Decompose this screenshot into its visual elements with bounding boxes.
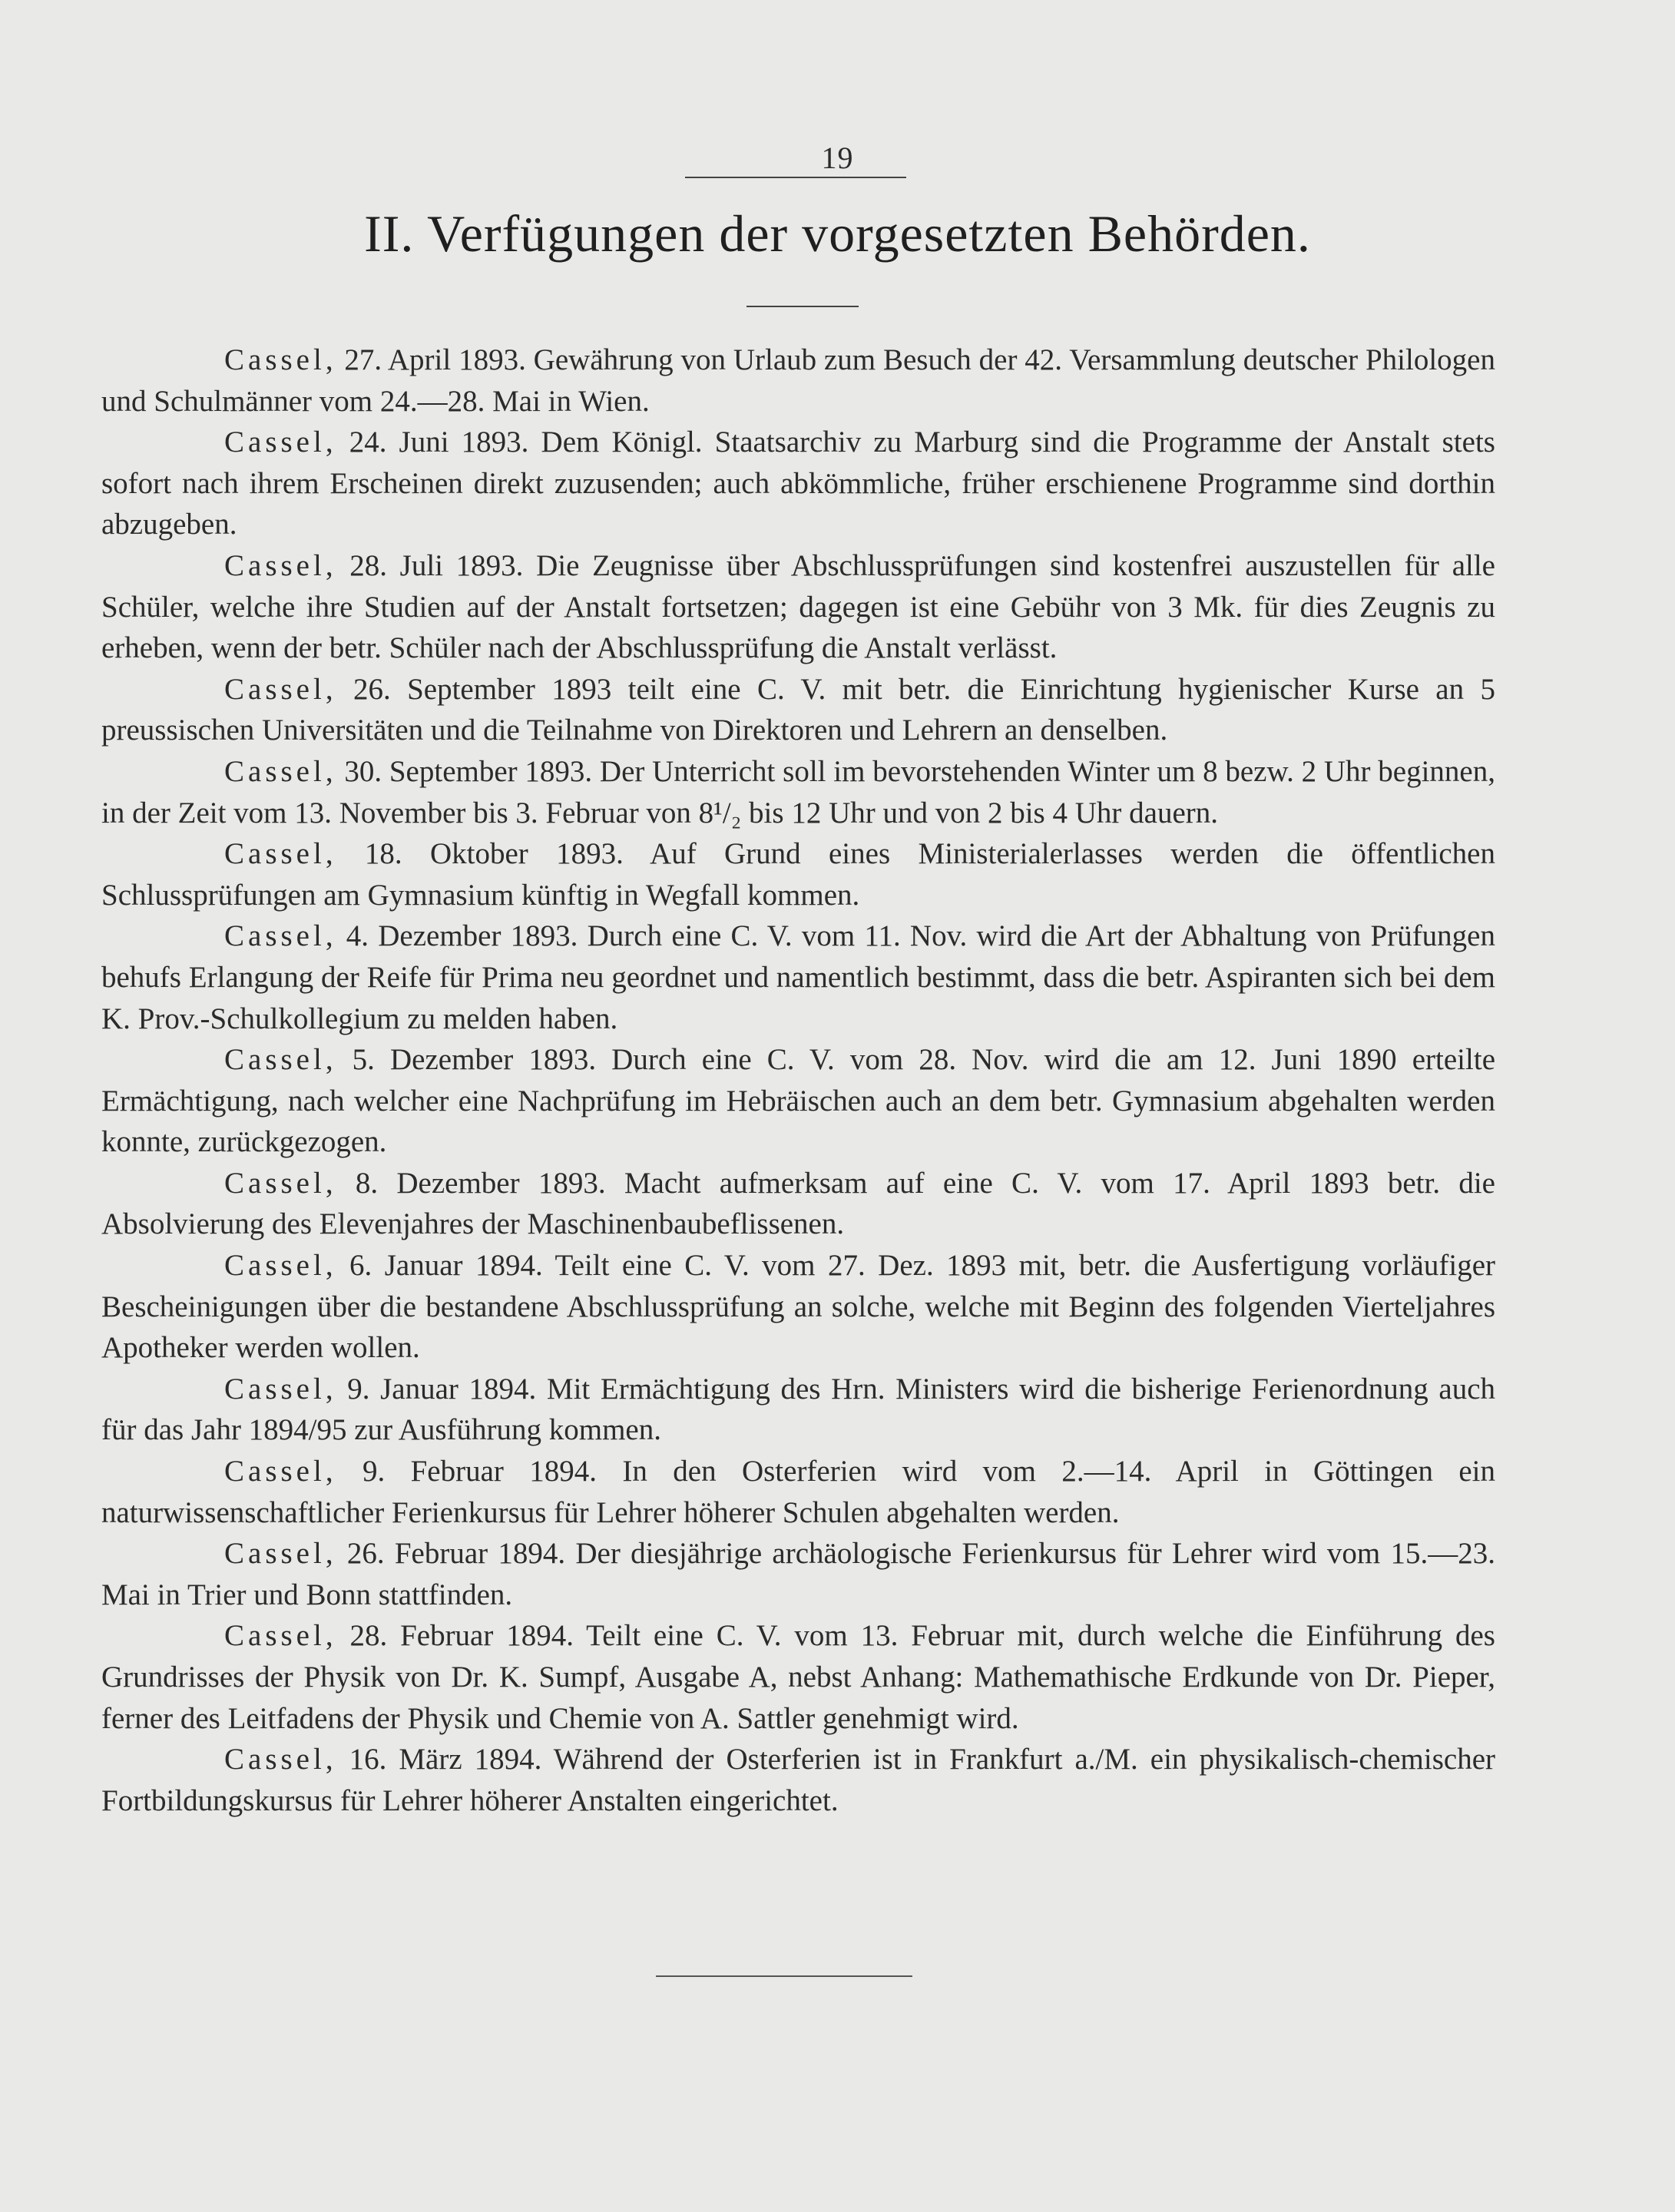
decree-place: Cassel, [224,1743,337,1777]
decree-place: Cassel, [224,1043,337,1077]
decree-place: Cassel, [224,426,337,459]
decree-text: 26. Februar 1894. Der diesjährige archäologische Ferienkursus für Lehrer wird vom 15.—23. Mai in Trier und Bonn stattfinden. [101,1537,1495,1611]
decree-entry [101,339,1495,422]
decree-place: Cassel, [224,1249,337,1283]
decree-place: Cassel, [224,548,337,582]
decree-text: 9. Januar 1894. Mit Ermächtigung des Hrn. Ministers wird die bisherige Ferienordnung auch für das Jahr 1894/95 zur Ausführung kommen. [101,1372,1495,1447]
decree-place: Cassel, [224,1166,337,1200]
decree-entry [101,1451,1495,1533]
decree-entry [101,751,1495,833]
decree-text: 5. Dezember 1893. Durch eine C. V. vom 28. Nov. wird die am 12. Juni 1890 erteilte Ermächtigung, nach welcher eine Nachprüfung im Hebräischen auch an dem betr. Gymnasium abgehalten werden konnte, zurückgezogen. [101,1043,1495,1159]
decree-place: Cassel, [224,1372,337,1406]
decree-entry [101,833,1495,916]
header-rule [685,177,906,178]
decree-entry [101,1615,1495,1739]
decree-entry [101,1369,1495,1451]
decree-entry [101,916,1495,1039]
decree-text: 30. September 1893. Der Unterricht soll im bevorstehenden Winter um 8 bezw. 2 Uhr beginnen, in der Zeit vom 13. November bis 3. Februar von 8¹/₂ bis 12 Uhr und von 2 bis 4 Uhr dauern. [101,754,1495,830]
decree-text: 9. Februar 1894. In den Osterferien wird vom 2.—14. April in Göttingen ein naturwissenschaftlicher Ferienkursus für Lehrer höherer Schulen abgehalten werden. [101,1455,1495,1529]
decree-entry [101,545,1495,669]
footer-rule [656,1975,912,1977]
decree-entry [101,1245,1495,1369]
page-number: 19 [821,141,854,175]
decree-place: Cassel, [224,837,337,871]
decree-text: 4. Dezember 1893. Durch eine C. V. vom 11. Nov. wird die Art der Abhaltung von Prüfungen behufs Erlangung der Reife für Prima neu geordnet und namentlich bestimmt, dass die betr. Aspiranten sich bei dem K. Prov.-Schulkollegium zu melden haben. [101,919,1495,1035]
decree-text: 18. Oktober 1893. Auf Grund eines Ministerialerlasses werden die öffentlichen Schlussprüfungen am Gymnasium künftig in Wegfall kommen. [101,837,1495,912]
decree-place: Cassel, [224,754,337,788]
decree-text: 24. Juni 1893. Dem Königl. Staatsarchiv zu Marburg sind die Programme der Anstalt stets sofort nach ihrem Erscheinen direkt zuzusenden; auch abkömmliche, früher erschienene Programme sind dorthin abzugeben. [101,426,1495,541]
decree-text: 28. Februar 1894. Teilt eine C. V. vom 13. Februar mit, durch welche die Einführung des Grundrisses der Physik von Dr. K. Sumpf, Ausgabe A, nebst Anhang: Mathemathische Erdkunde von Dr. Pieper, ferner des Leitfadens der Physik und Chemie von A. Sattler genehmigt wird. [101,1619,1495,1735]
title-divider [746,306,859,307]
decree-place: Cassel, [224,343,337,376]
decree-text: 27. April 1893. Gewährung von Urlaub zum Besuch der 42. Versammlung deutscher Philologen und Schulmänner vom 24.—28. Mai in Wien. [101,343,1495,418]
decree-text: 16. März 1894. Während der Osterferien ist in Frankfurt a./M. ein physikalisch-chemischer Fortbildungskursus für Lehrer höherer Anstalten eingerichtet. [101,1743,1495,1817]
decree-place: Cassel, [224,672,337,706]
decree-text: 28. Juli 1893. Die Zeugnisse über Abschlussprüfungen sind kostenfrei auszustellen für alle Schüler, welche ihre Studien auf der Anstalt fortsetzen; dagegen ist eine Gebühr von 3 Mk. für dies Zeugnis zu erheben, wenn der betr. Schüler nach der Abschlussprüfung die Anstalt verlässt. [101,548,1495,665]
decree-place: Cassel, [224,1619,337,1653]
decree-place: Cassel, [224,1537,337,1571]
decree-list [101,339,1495,1821]
decree-entry [101,422,1495,545]
decree-text: 8. Dezember 1893. Macht aufmerksam auf eine C. V. vom 17. April 1893 betr. die Absolvierung des Elevenjahres der Maschinenbaubeflissenen. [101,1166,1495,1241]
decree-place: Cassel, [224,919,337,953]
decree-entry [101,1533,1495,1615]
decree-text: 26. September 1893 teilt eine C. V. mit betr. die Einrichtung hygienischer Kurse an 5 preussischen Universitäten und die Teilnahme von Direktoren und Lehrern an denselben. [101,672,1495,747]
decree-entry [101,669,1495,751]
decree-place: Cassel, [224,1455,337,1488]
page-title: II. Verfügungen der vorgesetzten Behörden. [364,204,1311,263]
decree-entry [101,1739,1495,1821]
decree-entry [101,1039,1495,1163]
decree-text: 6. Januar 1894. Teilt eine C. V. vom 27. Dez. 1893 mit, betr. die Ausfertigung vorläufiger Bescheinigungen über die bestandene Abschlussprüfung an solche, welche mit Beginn des folgenden Vierteljahres Apotheker werden wollen. [101,1249,1495,1365]
decree-entry [101,1163,1495,1245]
